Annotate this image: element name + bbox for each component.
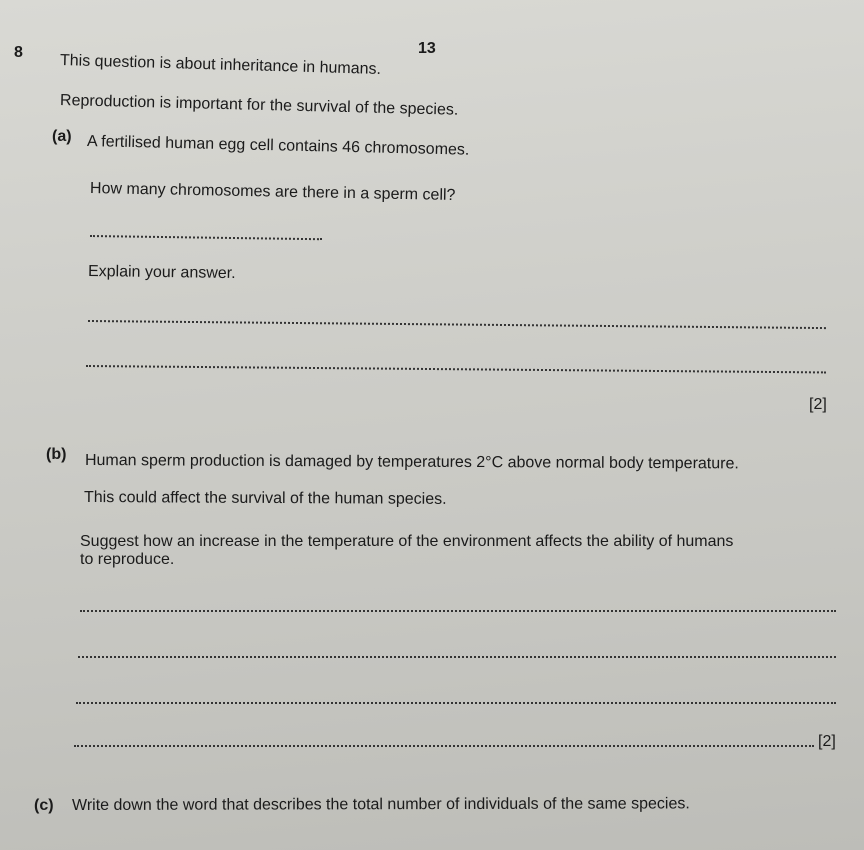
part-b-effect: This could affect the survival of the human species. — [83, 489, 447, 508]
part-b-suggest-line-1: Suggest how an increase in the temperature of the environment affects the ability of humans — [80, 533, 734, 550]
question-intro: This question is about inheritance in humans. — [59, 52, 382, 78]
part-b-label: (b) — [46, 446, 67, 463]
part-b-answer-line-4[interactable] — [74, 745, 814, 747]
part-b-statement-start: Human sperm production is damaged by temperatures 2 — [84, 452, 486, 472]
part-b-marks: [2] — [818, 733, 836, 750]
part-a-explain-line-2[interactable] — [86, 365, 826, 373]
part-b-statement-end: above normal body temperature. — [503, 454, 739, 473]
part-a-statement: A fertilised human egg cell contains 46 chromosomes. — [86, 133, 470, 159]
part-a-question: How many chromosomes are there in a sperm cell? — [89, 180, 456, 205]
part-b-answer-line-2[interactable] — [78, 656, 836, 658]
page-number: 13 — [418, 40, 436, 57]
part-a-explain-line-1[interactable] — [88, 320, 826, 329]
part-a-answer-line[interactable] — [90, 235, 322, 240]
part-a-marks: [2] — [809, 396, 827, 413]
part-b-answer-line-3[interactable] — [76, 702, 836, 704]
degree-unit: °C — [485, 454, 504, 472]
part-a-label: (a) — [52, 128, 72, 145]
part-a-explain-prompt: Explain your answer. — [87, 263, 236, 283]
part-b-suggest-line-2: to reproduce. — [80, 551, 175, 568]
part-b-answer-line-1[interactable] — [80, 610, 836, 612]
part-b-statement — [85, 452, 739, 473]
question-context: Reproduction is important for the survival of the species. — [59, 92, 459, 119]
part-c-label: (c) — [34, 797, 54, 814]
question-number: 8 — [14, 44, 23, 61]
part-c-question: Write down the word that describes the total number of individuals of the same species. — [71, 795, 690, 814]
